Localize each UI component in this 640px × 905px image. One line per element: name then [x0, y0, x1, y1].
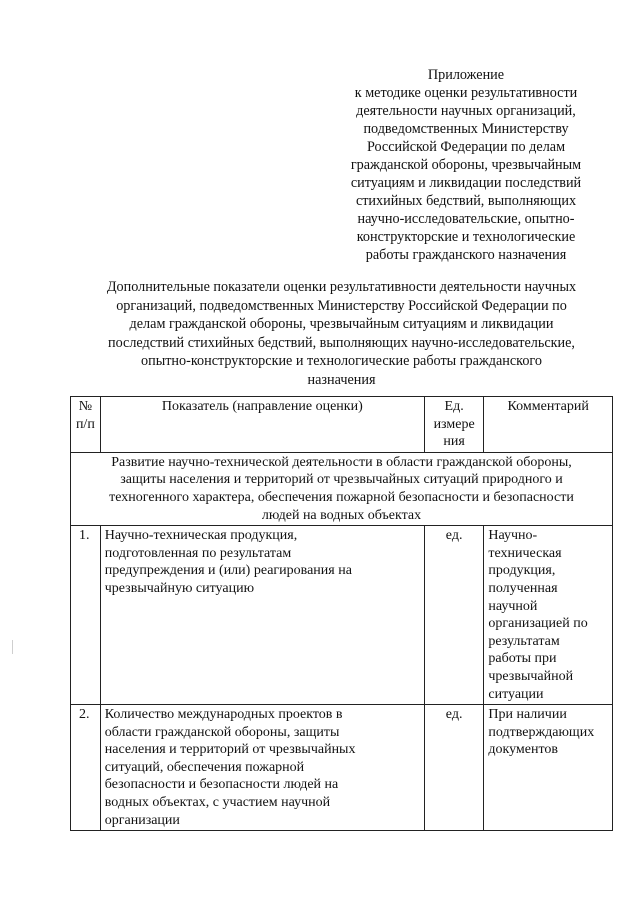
title-line: Дополнительные показатели оценки результативности деятельности научных — [106, 279, 577, 295]
row-unit: ед. — [424, 526, 484, 705]
appendix-note — [330, 66, 602, 264]
row-number: 1. — [71, 526, 101, 705]
row-comment: Научно- техническая продукция, полученная научной организацией по результатам работы при чрезвычайной ситуации — [484, 526, 613, 705]
appendix-line: работы гражданского назначения — [365, 247, 567, 263]
header-indicator: Показатель (направление оценки) — [100, 397, 424, 453]
row-comment: При наличии подтверждающих документов — [484, 705, 613, 831]
scan-margin-mark — [12, 640, 13, 654]
section-row — [71, 452, 613, 525]
title-line: делам гражданской обороны, чрезвычайным ситуациям и ликвидации — [129, 316, 554, 332]
title-line: организаций, подведомственных Министерству Российской Федерации по — [116, 297, 567, 314]
table-header-row — [71, 397, 613, 453]
header-unit: Ед. измере ния — [424, 397, 484, 453]
title-line: опытно-конструкторские и технологические работы гражданского — [141, 353, 542, 369]
row-indicator: Научно-техническая продукция, подготовленная по результатам предупреждения и (или) реагирования на чрезвычайную ситуацию — [100, 526, 424, 705]
header-number: № п/п — [71, 397, 101, 453]
section-title: Развитие научно-технической деятельности в области гражданской обороны, защиты населения и территорий от чрезвычайных ситуаций природного и техногенного характера, обеспечения пожарной безопасности и безопасности людей на водных объектах — [71, 452, 613, 525]
appendix-line: ситуациям и ликвидации последствий — [350, 175, 582, 191]
row-number: 2. — [71, 705, 101, 831]
appendix-line: подведомственных Министерству — [363, 121, 569, 137]
table-row — [71, 526, 613, 705]
table-row — [71, 705, 613, 831]
appendix-line: к методике оценки результативности — [354, 85, 578, 101]
appendix-line: гражданской обороны, чрезвычайным — [350, 157, 582, 173]
appendix-line: конструкторские и технологические — [356, 229, 576, 245]
row-indicator: Количество международных проектов в области гражданской обороны, защиты населения и территорий от чрезвычайных ситуаций, обеспечения пожарной безопасности и безопасности людей на водных объектах, с участием научной организации — [100, 705, 424, 831]
document-title — [70, 278, 613, 389]
appendix-line: научно-исследовательские, опытно- — [357, 211, 575, 227]
title-line: последствий стихийных бедствий, выполняющих научно-исследовательские, — [108, 334, 575, 351]
appendix-line: Приложение — [427, 67, 505, 83]
appendix-line: Российской Федерации по делам — [366, 139, 566, 155]
indicators-table — [70, 396, 613, 831]
header-comment: Комментарий — [484, 397, 613, 453]
appendix-line: деятельности научных организаций, — [356, 103, 576, 119]
appendix-line: стихийных бедствий, выполняющих — [355, 193, 577, 209]
title-line: назначения — [307, 371, 376, 388]
row-unit: ед. — [424, 705, 484, 831]
